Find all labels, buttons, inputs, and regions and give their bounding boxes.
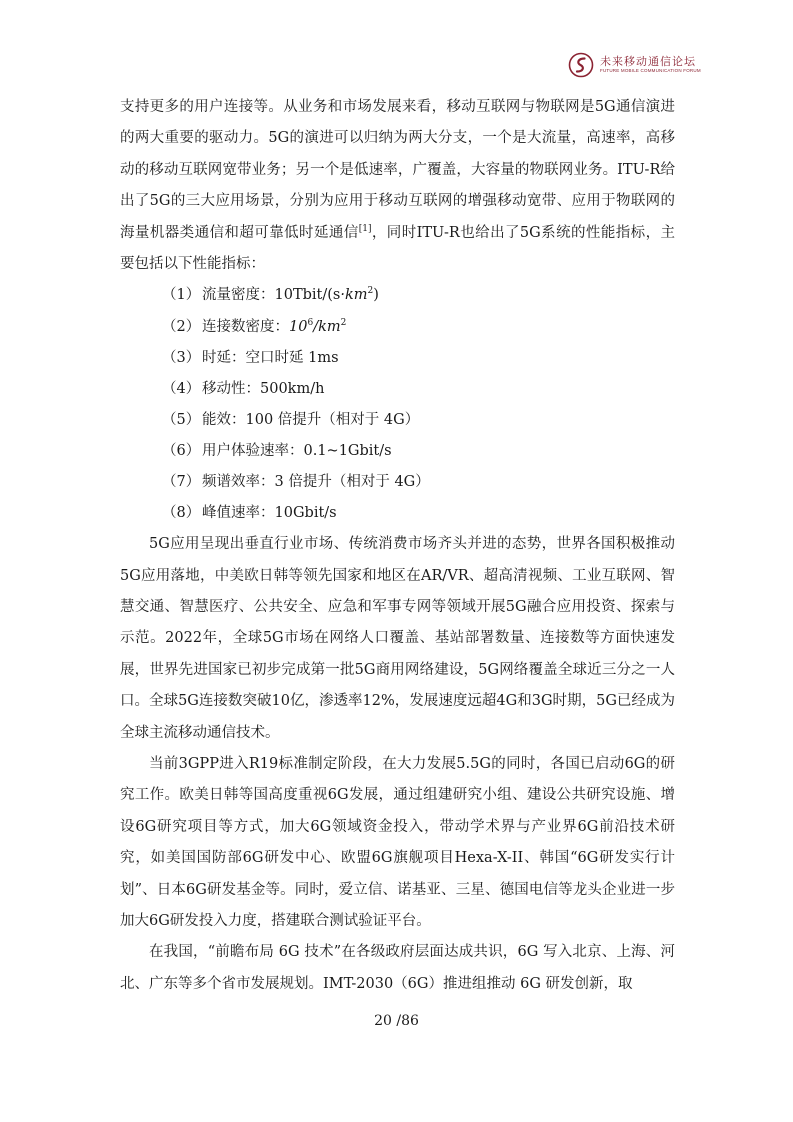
header-logo <box>568 52 701 78</box>
paragraph-china-6g: 在我国，“前瞻布局 6G 技术”在各级政府层面达成共识，6G 写入北京、上海、河北、广东等多个省市发展规划。IMT-2030（6G）推进组推动 6G 研发创新，取 <box>120 944 675 992</box>
list-item <box>120 467 675 498</box>
item-tail: ) <box>373 287 379 304</box>
item-text: 用户体验速率：0.1~1Gbit/s <box>202 442 392 459</box>
item-math: ·km <box>340 287 368 304</box>
list-item <box>120 405 675 436</box>
item-number: （5） <box>162 411 201 428</box>
paragraph-6g-research: 当前3GPP进入R19标准制定阶段，在大力发展5.5G的同时，各国已启动6G的研究工作。欧美日韩等国高度重视6G发展，通过组建研究小组、建设公共研究设施、增设6G研究项目等方式，加大6G领域资金投入，带动学术界与产业界6G前沿技术研究，如美国国防部6G研发中心、欧盟6G旗舰项目Hexa-X-II、韩国“6G研发实行计划”、日本6G研发基金等。同时，爱立信、诺基亚、三星、德国电信等龙头企业进一步加大6G研发投入力度，搭建联合测试验证平台。 <box>120 756 675 930</box>
item-number: （1） <box>162 287 201 304</box>
logo-cn: 未来移动通信论坛 <box>600 55 696 69</box>
list-item <box>120 498 675 529</box>
item-sup: 2 <box>367 286 374 297</box>
document-body <box>120 92 675 1000</box>
item-math: 10 <box>289 318 308 335</box>
logo-en: FUTURE MOBILE COMMUNICATION FORUM <box>600 68 701 74</box>
list-item <box>120 374 675 405</box>
list-item <box>120 436 675 467</box>
item-number: （6） <box>162 442 201 459</box>
item-number: （7） <box>162 474 201 490</box>
item-text: 移动性：500km/h <box>202 380 325 397</box>
forum-logo-icon <box>568 52 594 78</box>
item-number: （3） <box>162 349 201 366</box>
item-number: （8） <box>162 505 201 522</box>
item-tail: /km <box>313 318 341 335</box>
item-label: 连接数密度： <box>202 318 289 335</box>
paragraph-5g-applications: 5G应用呈现出垂直行业市场、传统消费市场齐头并进的态势，世界各国积极推动5G应用落地，中美欧日韩等领先国家和地区在AR/VR、超高清视频、工业互联网、智慧交通、智慧医疗、公共安全、应急和军事专网等领域开展5G融合应用投资、探索与示范。2022年，全球5G市场在网络人口覆盖、基站部署数量、连接数等方面快速发展，世界先进国家已初步完成第一批5G商用网络建设，5G网络覆盖全球近三分之一人口。全球5G连接数突破10亿，渗透率12%，发展速度远超4G和3G时期，5G已经成为全球主流移动通信技术。 <box>120 536 675 741</box>
item-sup-2: 2 <box>340 317 347 328</box>
list-item <box>120 343 675 374</box>
list-item <box>120 280 675 311</box>
logo-text <box>600 56 701 74</box>
item-text: 峰值速率：10Gbit/s <box>202 505 337 522</box>
citation-ref[interactable]: [1] <box>358 223 372 234</box>
item-text: 频谱效率：3 倍提升（相对于 4G） <box>202 474 430 490</box>
intro-paragraph <box>120 92 675 280</box>
item-text: 能效：100 倍提升（相对于 4G） <box>202 411 420 428</box>
page-number: 20 /86 <box>374 1013 419 1029</box>
item-number: （4） <box>162 380 201 397</box>
performance-indicator-list <box>120 280 675 529</box>
list-item <box>120 312 675 343</box>
intro-text-2: ，同时ITU-R也给出了5G系统的性能指标，主要包括以下性能指标： <box>120 224 676 273</box>
item-label: 流量密度：10Tbit/(s <box>202 287 341 304</box>
item-text: 时延：空口时延 1ms <box>202 349 339 366</box>
item-number: （2） <box>162 318 201 335</box>
intro-text-1: 支持更多的用户连接等。从业务和市场发展来看，移动互联网与物联网是5G通信演进的两大重要的驱动力。5G的演进可以归纳为两大分支，一个是大流量，高速率，高移动的移动互联网宽带业务；另一个是低速率，广覆盖，大容量的物联网业务。ITU-R给出了5G的三大应用场景，分别为应用于移动互联网的增强移动宽带、应用于物联网的海量机器类通信和超可靠低时延通信 <box>120 99 675 241</box>
item-sup: 6 <box>307 317 314 328</box>
